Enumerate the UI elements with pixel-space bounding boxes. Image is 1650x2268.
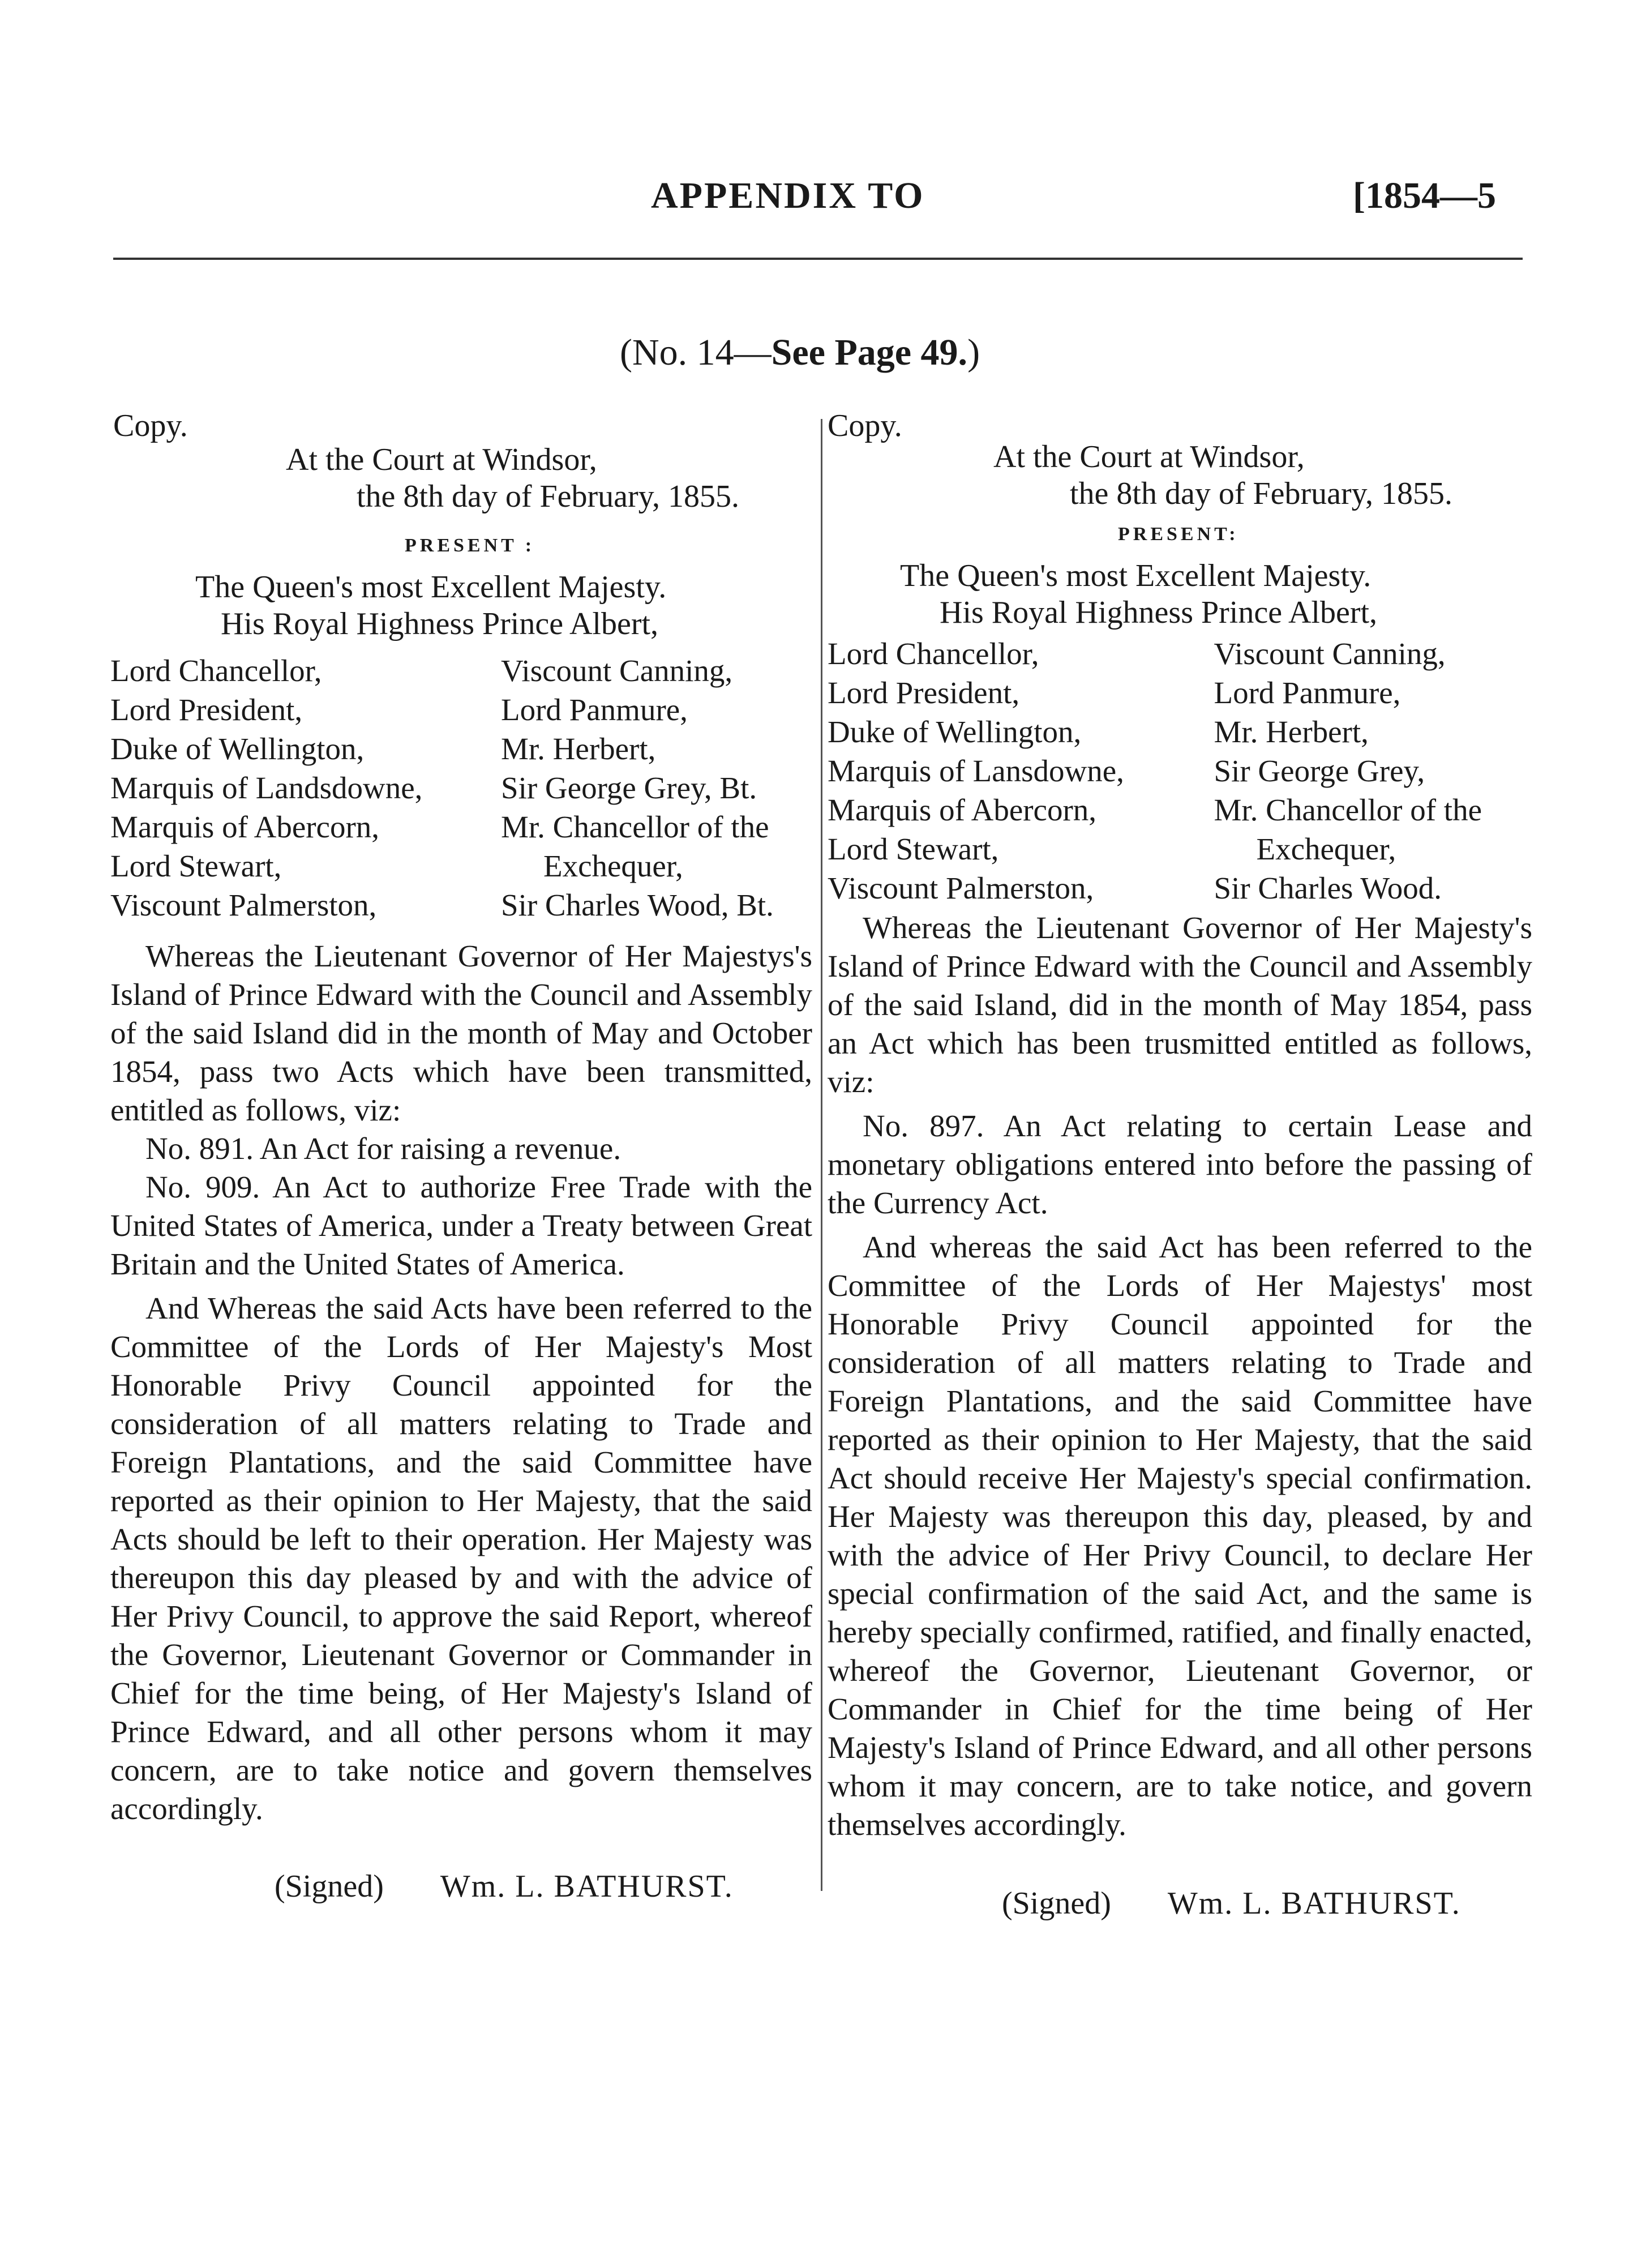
left-majesty-line2: His Royal Highness Prince Albert, bbox=[221, 606, 659, 641]
left-names-col1 bbox=[110, 651, 456, 925]
page-header-title: APPENDIX TO bbox=[651, 175, 925, 216]
councillor: Lord President, bbox=[110, 692, 303, 727]
left-body bbox=[110, 937, 812, 1828]
councillor: Marquis of Abercorn, bbox=[110, 810, 380, 844]
councillor: Sir Charles Wood. bbox=[1214, 871, 1442, 905]
right-court-line2: the 8th day of February, 1855. bbox=[1070, 476, 1452, 511]
councillor: Exchequer, bbox=[1256, 832, 1396, 866]
right-main-paragraph: And whereas the said Act has been referred to the Committee of the Lords of Her Majestys' most Honorable Privy Council appointed for the consideration of all matters relating to Trade and Foreign Plantations, and the said Committee have reported as their opinion to Her Majesty, that the said Act should receive Her Majesty's special confirmation. Her Majesty was thereupon this day, pleased, by and with the advice of Her Privy Council, to declare Her special confirmation of the said Act, and the same is hereby specially confirmed, ratified, and finally enacted, whereof the Governor, Lieutenant Governor, or Commander in Chief for the time being of Her Majesty's Island of Prince Edward, and all other persons whom it may concern, are to take notice, and govern themselves accordingly. bbox=[828, 1230, 1532, 1842]
right-signature bbox=[1002, 1885, 1461, 1922]
right-majesty-line1: The Queen's most Excellent Majesty. bbox=[900, 558, 1372, 593]
councillor: Lord President, bbox=[828, 675, 1020, 710]
section-heading-see: See Page 49. bbox=[771, 332, 968, 373]
councillor: Duke of Wellington, bbox=[110, 731, 365, 766]
left-majesty-line1: The Queen's most Excellent Majesty. bbox=[195, 570, 667, 605]
right-copy-label: Copy. bbox=[828, 408, 902, 443]
header-rule bbox=[113, 258, 1523, 260]
councillor: Lord Stewart, bbox=[110, 849, 282, 883]
left-signer-name: Wm. L. BATHURST. bbox=[440, 1869, 734, 1904]
section-heading bbox=[620, 331, 980, 374]
councillor: Lord Stewart, bbox=[828, 832, 999, 866]
councillor: Sir George Grey, bbox=[1214, 754, 1425, 788]
left-act-891: No. 891. An Act for raising a revenue. bbox=[145, 1131, 622, 1166]
page-header-year: [1854—5 bbox=[1353, 175, 1496, 216]
right-councillors bbox=[828, 634, 1532, 908]
right-body bbox=[828, 909, 1532, 1844]
section-heading-suffix: ) bbox=[967, 332, 980, 373]
left-signature bbox=[275, 1868, 734, 1905]
councillor: Marquis of Lansdowne, bbox=[828, 754, 1124, 788]
councillor: Mr. Herbert, bbox=[501, 731, 656, 766]
left-main-paragraph: And Whereas the said Acts have been referred to the Committee of the Lords of Her Majesty's Most Honorable Privy Council appointed for the consideration of all matters relating to Trade and Foreign Plantations, and the said Committee have reported as their opinion to Her Majesty, that the said Acts should be left to their operation. Her Majesty was thereupon this day pleased by and with the advice of Her Privy Council, to approve the said Report, whereof the Governor, Lieutenant Governor or Commander in Chief for the time being, of Her Majesty's Island of Prince Edward, and all other persons whom it may concern, are to take notice and govern themselves accordingly. bbox=[110, 1291, 812, 1826]
councillor: Mr. Chancellor of the bbox=[1214, 793, 1482, 827]
councillor: Sir George Grey, Bt. bbox=[501, 771, 757, 805]
left-signed-label: (Signed) bbox=[275, 1869, 384, 1904]
left-present-label: PRESENT : bbox=[405, 535, 535, 556]
councillor: Sir Charles Wood, Bt. bbox=[501, 888, 774, 922]
councillor: Lord Panmure, bbox=[501, 692, 688, 727]
left-whereas-paragraph: Whereas the Lieutenant Governor of Her Majestys's Island of Prince Edward with the Council and Assembly of the said Island did in the month of May and October 1854, pass two Acts which have been transmitted, entitled as follows, viz: bbox=[110, 939, 812, 1127]
right-court-line1: At the Court at Windsor, bbox=[993, 439, 1305, 474]
right-signed-label: (Signed) bbox=[1002, 1886, 1111, 1921]
right-present-label: PRESENT: bbox=[1118, 524, 1239, 545]
councillor: Marquis of Landsdowne, bbox=[110, 771, 423, 805]
left-councillors bbox=[110, 651, 812, 925]
column-divider bbox=[821, 419, 822, 1891]
councillor: Lord Panmure, bbox=[1214, 675, 1401, 710]
right-names-col2 bbox=[1186, 634, 1533, 908]
right-majesty-line2: His Royal Highness Prince Albert, bbox=[940, 595, 1378, 630]
right-whereas-paragraph: Whereas the Lieutenant Governor of Her Majesty's Island of Prince Edward with the Council and Assembly of the said Island, did in the month of May 1854, pass an Act which has been trusmitted entitled as follows, viz: bbox=[828, 910, 1532, 1099]
section-heading-prefix: (No. 14— bbox=[620, 332, 772, 373]
left-names-col2 bbox=[467, 651, 812, 925]
left-court-line2: the 8th day of February, 1855. bbox=[357, 479, 739, 514]
councillor: Viscount Palmerston, bbox=[110, 888, 377, 922]
councillor: Viscount Canning, bbox=[1214, 636, 1446, 671]
left-copy-label: Copy. bbox=[113, 408, 188, 443]
councillor: Exchequer, bbox=[543, 849, 683, 883]
left-act-909: No. 909. An Act to authorize Free Trade with the United States of America, under a Treaty between Great Britain and the United States of America. bbox=[110, 1170, 812, 1281]
councillor: Lord Chancellor, bbox=[828, 636, 1039, 671]
right-signer-name: Wm. L. BATHURST. bbox=[1167, 1886, 1461, 1921]
councillor: Duke of Wellington, bbox=[828, 714, 1082, 749]
left-court-line1: At the Court at Windsor, bbox=[286, 442, 597, 477]
councillor: Viscount Canning, bbox=[501, 653, 733, 688]
councillor: Viscount Palmerston, bbox=[828, 871, 1094, 905]
councillor: Marquis of Abercorn, bbox=[828, 793, 1097, 827]
councillor: Mr. Chancellor of the bbox=[501, 810, 769, 844]
councillor: Mr. Herbert, bbox=[1214, 714, 1369, 749]
councillor: Lord Chancellor, bbox=[110, 653, 322, 688]
right-names-col1 bbox=[828, 634, 1175, 908]
right-act-897: No. 897. An Act relating to certain Lease and monetary obligations entered into before the passing of the Currency Act. bbox=[828, 1109, 1532, 1220]
